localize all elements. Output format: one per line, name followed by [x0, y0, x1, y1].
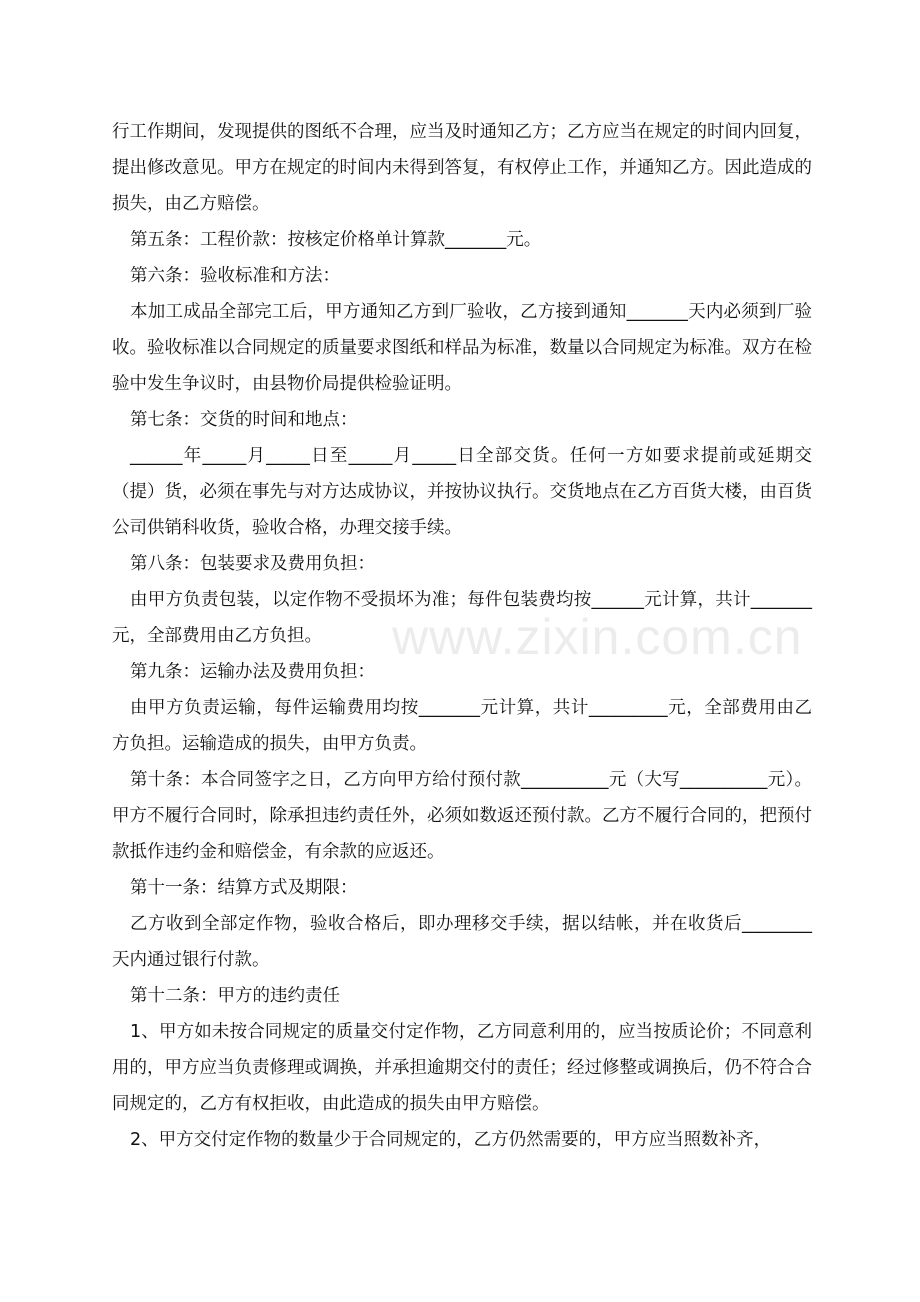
clause-11-body: 乙方收到全部定作物，验收合格后，即办理移交手续，据以结帐，并在收货后________天内通过银行付款。: [112, 914, 812, 970]
document-body: [112, 114, 812, 1158]
clause-10: 第十条：本合同签字之日，乙方向甲方给付预付款__________元（大写__________元）。甲方不履行合同时，除承担违约责任外，必须如数返还预付款。乙方不履行合同的，把预付款抵作违约金和赔偿金，有余款的应返还。: [112, 770, 812, 862]
clause-9-body: 由甲方负责运输，每件运输费用均按_______元计算，共计_________元，全部费用由乙方负担。运输造成的损失，由甲方负责。: [112, 698, 812, 754]
clause-7-body: ______年_____月_____日至_____月_____日全部交货。任何一方如要求提前或延期交（提）货，必须在事先与对方达成协议，并按协议执行。交货地点在乙方百货大楼，由百货公司供销科收货，验收合格，办理交接手续。: [112, 446, 812, 538]
watermark: www.zixin.com.cn: [392, 609, 803, 665]
clause-12-item-2: 2、甲方交付定作物的数量少于合同规定的，乙方仍然需要的，甲方应当照数补齐，: [130, 1130, 772, 1150]
clause-5-price: 第五条：工程价款：按核定价格单计算款_______元。: [130, 230, 542, 250]
clause-7-heading: 第七条：交货的时间和地点：: [130, 410, 358, 430]
clause-6-heading: 第六条：验收标准和方法：: [130, 266, 340, 286]
clause-6-body: 本加工成品全部完工后，甲方通知乙方到厂验收，乙方接到通知_______天内必须到厂验收。验收标准以合同规定的质量要求图纸和样品为标准，数量以合同规定为标准。双方在检验中发生争议时，由县物价局提供检验证明。: [112, 302, 812, 394]
clause-12-item-1: 1、甲方如未按合同规定的质量交付定作物，乙方同意利用的，应当按质论价；不同意利用的，甲方应当负责修理或调换，并承担逾期交付的责任；经过修整或调换后，仍不符合合同规定的，乙方有权拒收，由此造成的损失由甲方赔偿。: [112, 1022, 812, 1114]
clause-9-heading: 第九条：运输办法及费用负担：: [130, 662, 375, 682]
clause-8-body: 由甲方负责包装，以定作物不受损坏为准；每件包装费均按______元计算，共计_______元，全部费用由乙方负担。: [112, 590, 812, 646]
paragraph-continuation: 行工作期间，发现提供的图纸不合理，应当及时通知乙方；乙方应当在规定的时间内回复，提出修改意见。甲方在规定的时间内未得到答复，有权停止工作，并通知乙方。因此造成的损失，由乙方赔偿。: [112, 122, 812, 214]
clause-12-heading: 第十二条：甲方的违约责任: [130, 986, 340, 1006]
clause-11-heading: 第十一条：结算方式及期限：: [130, 878, 358, 898]
clause-8-heading: 第八条：包装要求及费用负担：: [130, 554, 375, 574]
